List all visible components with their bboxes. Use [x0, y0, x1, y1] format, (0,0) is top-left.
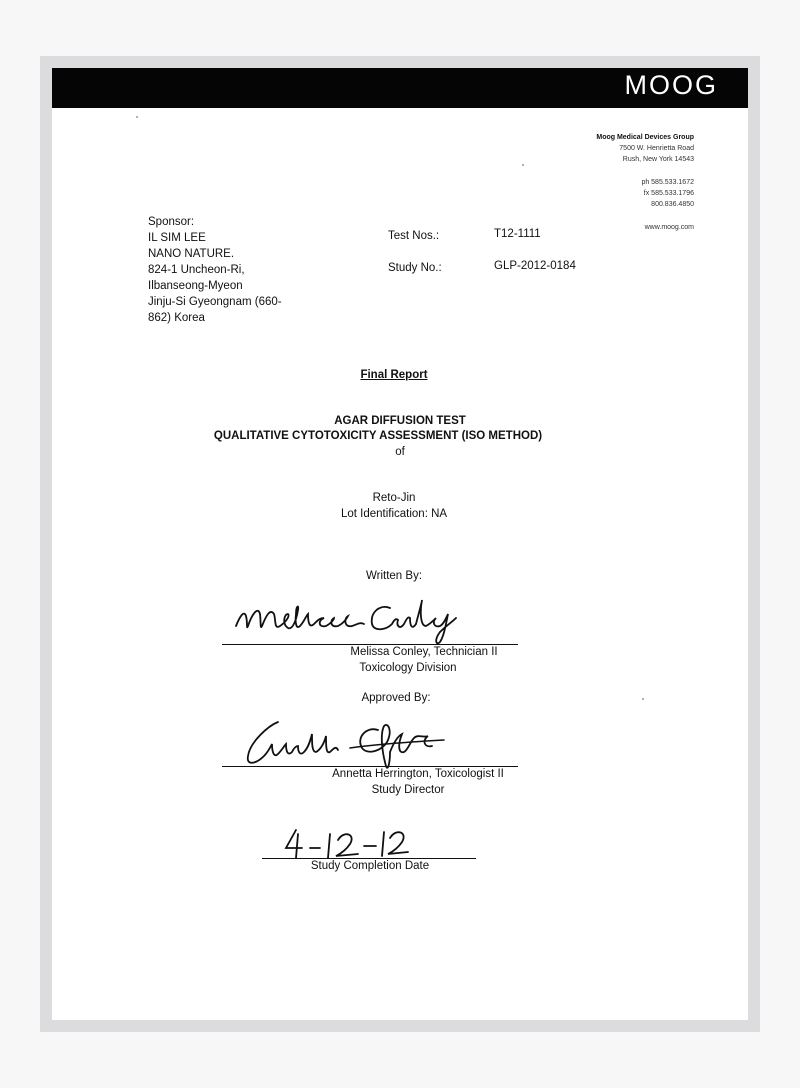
writer-signature-line — [222, 644, 518, 645]
scan-speck — [136, 116, 138, 118]
approver-signature-line — [222, 766, 518, 767]
sponsor-block — [148, 214, 282, 326]
sponsor-line: 862) Korea — [148, 312, 205, 324]
sponsor-line: 824-1 Uncheon-Ri, — [148, 264, 245, 276]
sponsor-line: Jinju-Si Gyeongnam (660- — [148, 296, 282, 308]
sponsor-label: Sponsor: — [148, 216, 195, 228]
assessment-heading: QUALITATIVE CYTOTOXICITY ASSESSMENT (ISO METHOD) — [213, 430, 543, 442]
scan-speck — [522, 164, 524, 166]
sponsor-line: IL SIM LEE — [148, 232, 206, 244]
document-page — [52, 68, 748, 1020]
sponsor-line: NANO NATURE. — [148, 248, 235, 260]
writer-signature — [230, 596, 460, 646]
header-logo-bar — [52, 68, 748, 108]
company-website: www.moog.com — [644, 224, 694, 231]
study-number-label: Study No.: — [388, 262, 442, 274]
completion-date-line — [262, 858, 476, 859]
lot-identification: Lot Identification: NA — [340, 508, 448, 520]
test-heading: AGAR DIFFUSION TEST — [334, 415, 466, 427]
approver-title: Study Director — [371, 784, 445, 796]
study-number-value: GLP-2012-0184 — [494, 260, 576, 272]
company-name: Moog Medical Devices Group — [596, 134, 694, 141]
test-number-label: Test Nos.: — [388, 230, 440, 242]
completion-date-handwritten — [280, 826, 410, 862]
company-tollfree: 800.836.4850 — [651, 201, 694, 208]
approved-by-label: Approved By: — [361, 692, 431, 704]
writer-name: Melissa Conley, Technician II — [350, 646, 498, 658]
company-address-line2: Rush, New York 14543 — [622, 156, 694, 163]
report-title: Final Report — [360, 369, 428, 381]
product-name: Reto-Jin — [372, 492, 416, 504]
scan-speck — [642, 698, 644, 700]
company-fax: fx 585.533.1796 — [643, 190, 694, 197]
company-address-block — [474, 132, 694, 233]
company-address-line1: 7500 W. Henrietta Road — [619, 145, 694, 152]
completion-date-label: Study Completion Date — [310, 860, 430, 872]
writer-division: Toxicology Division — [359, 662, 457, 674]
written-by-label: Written By: — [365, 570, 423, 582]
company-phone: ph 585.533.1672 — [641, 179, 694, 186]
test-number-value: T12-1111 — [494, 228, 541, 240]
of-text: of — [395, 446, 405, 458]
sponsor-line: Ilbanseong-Myeon — [148, 280, 243, 292]
company-logo: MOOG — [624, 70, 718, 100]
approver-name: Annetta Herrington, Toxicologist II — [332, 768, 504, 780]
